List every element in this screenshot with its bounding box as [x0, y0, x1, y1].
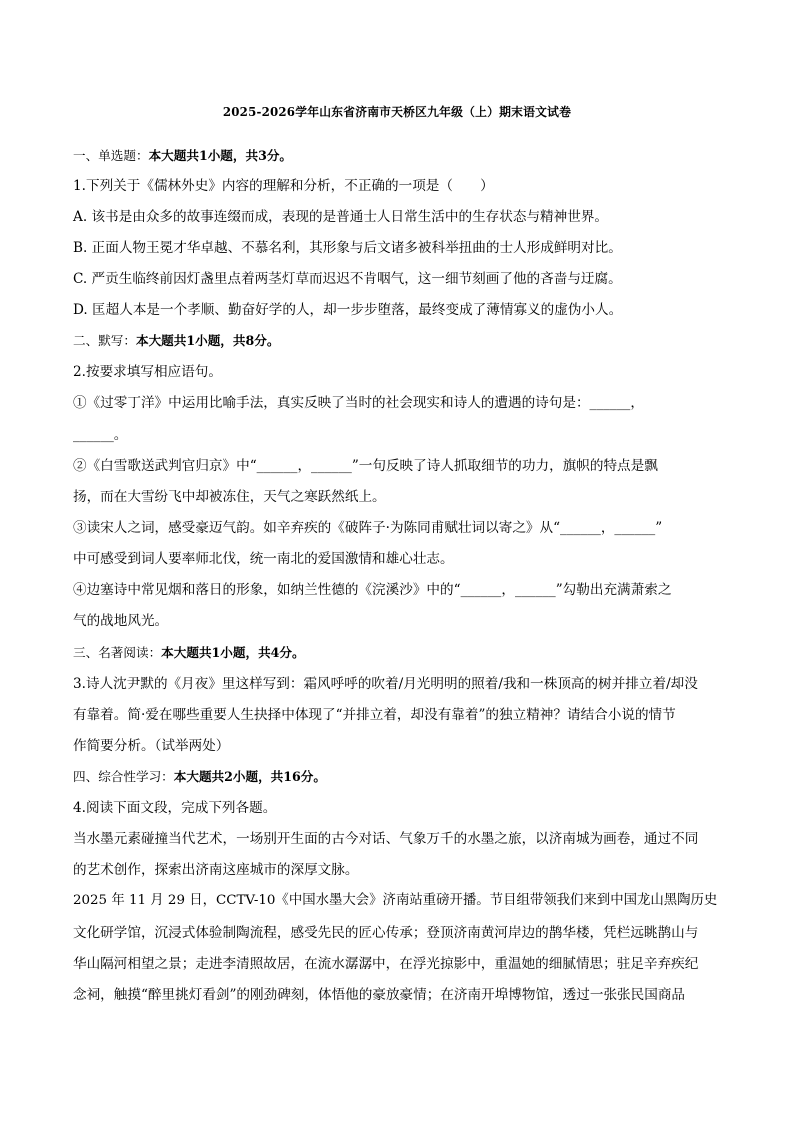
section-desc: 本大题共2小题，共16分。: [173, 769, 326, 784]
section-heading-1: [73, 146, 292, 166]
question-2-line: ④边塞诗中常见烟和落日的形象，如纳兰性德的《浣溪沙》中的“______，______”勾勒出充满萧索之: [73, 582, 672, 598]
section-desc: 本大题共1小题，共3分。: [148, 148, 293, 163]
question-1-option-c: C. 严贡生临终前因灯盏里点着两茎灯草而迟迟不肯咽气，这一细节刻画了他的吝啬与迂腐。: [73, 271, 622, 287]
question-1-stem: 1.下列关于《儒林外史》内容的理解和分析，不正确的一项是（ ）: [73, 178, 494, 194]
question-1-option-b: B. 正面人物王冕才华卓越、不慕名利，其形象与后文诸多被科举扭曲的士人形成鲜明对比。: [73, 240, 622, 256]
question-3-line: 有靠着。简·爱在哪些重要人生抉择中体现了“并排立着，却没有靠着”的独立精神？请结合小说的情节: [73, 707, 676, 723]
question-2-line: ______。: [73, 427, 128, 443]
section-desc: 本大题共1小题，共4分。: [161, 645, 305, 660]
passage-line: 当水墨元素碰撞当代艺术，一场别开生面的古今对话、气象万千的水墨之旅，以济南城为画卷，通过不同: [73, 831, 699, 847]
exam-title: 2025-2026学年山东省济南市天桥区九年级（上）期末语文试卷: [222, 105, 572, 119]
section-heading-4: [73, 767, 326, 787]
question-3-line: 3.诗人沈尹默的《月夜》里这样写到：霜风呼呼的吹着/月光明明的照着/我和一株顶高的树并排立着/却没: [73, 676, 698, 692]
section-label: 一、单选题：: [73, 148, 149, 163]
passage-line: 文化研学馆，沉浸式体验制陶流程，感受先民的匠心传承；登顶济南黄河岸边的鹊华楼，凭栏远眺鹊山与: [73, 925, 699, 941]
question-2-line: 中可感受到词人要率师北伐，统一南北的爱国激情和雄心壮志。: [73, 551, 454, 567]
question-2-line: ②《白雪歌送武判官归京》中“______，______”一句反映了诗人抓取细节的功力，旗帜的特点是飘: [73, 458, 658, 474]
section-desc: 本大题共1小题，共8分。: [135, 333, 280, 348]
question-2-line: ①《过零丁洋》中运用比喻手法，真实反映了当时的社会现实和诗人的遭遇的诗句是：______，: [73, 395, 644, 411]
question-3-line: 作简要分析。（试举两处）: [73, 738, 230, 754]
question-2-stem: 2.按要求填写相应语句。: [73, 364, 222, 380]
passage-line: 华山隔河相望之景；走进李清照故居，在流水潺潺中，在浮光掠影中，重温她的细腻情思；驻足辛弃疾纪: [73, 956, 699, 972]
question-4-stem: 4.阅读下面文段，完成下列各题。: [73, 800, 277, 816]
question-2-line: ③读宋人之词，感受豪迈气韵。如辛弃疾的《破阵子·为陈同甫赋壮词以寄之》从“______，______”: [73, 520, 663, 536]
question-1-option-a: A. 该书是由众多的故事连缀而成，表现的是普通士人日常生活中的生存状态与精神世界。: [73, 209, 609, 225]
question-1-option-d: D. 匡超人本是一个孝顺、勤奋好学的人，却一步步堕落，最终变成了薄情寡义的虚伪小人。: [73, 302, 623, 318]
section-label: 二、默写：: [73, 333, 136, 348]
passage-line: 念祠，触摸“醉里挑灯看剑”的刚劲碑刻，体悟他的豪放豪情；在济南开埠博物馆，透过一张张民国商品: [73, 987, 686, 1003]
section-heading-3: [73, 643, 305, 663]
section-label: 三、名著阅读：: [73, 645, 162, 660]
passage-line: 的艺术创作，探索出济南这座城市的深厚文脉。: [73, 862, 359, 878]
section-heading-2: [73, 331, 279, 351]
question-2-line: 气的战地风光。: [73, 613, 169, 629]
question-2-line: 扬，而在大雪纷飞中却被冻住，天气之寒跃然纸上。: [73, 489, 386, 505]
section-label: 四、综合性学习：: [73, 769, 174, 784]
passage-line: 2025 年 11 月 29 日，CCTV-10《中国水墨大会》济南站重磅开播。节目组带领我们来到中国龙山黑陶历史: [73, 893, 718, 908]
